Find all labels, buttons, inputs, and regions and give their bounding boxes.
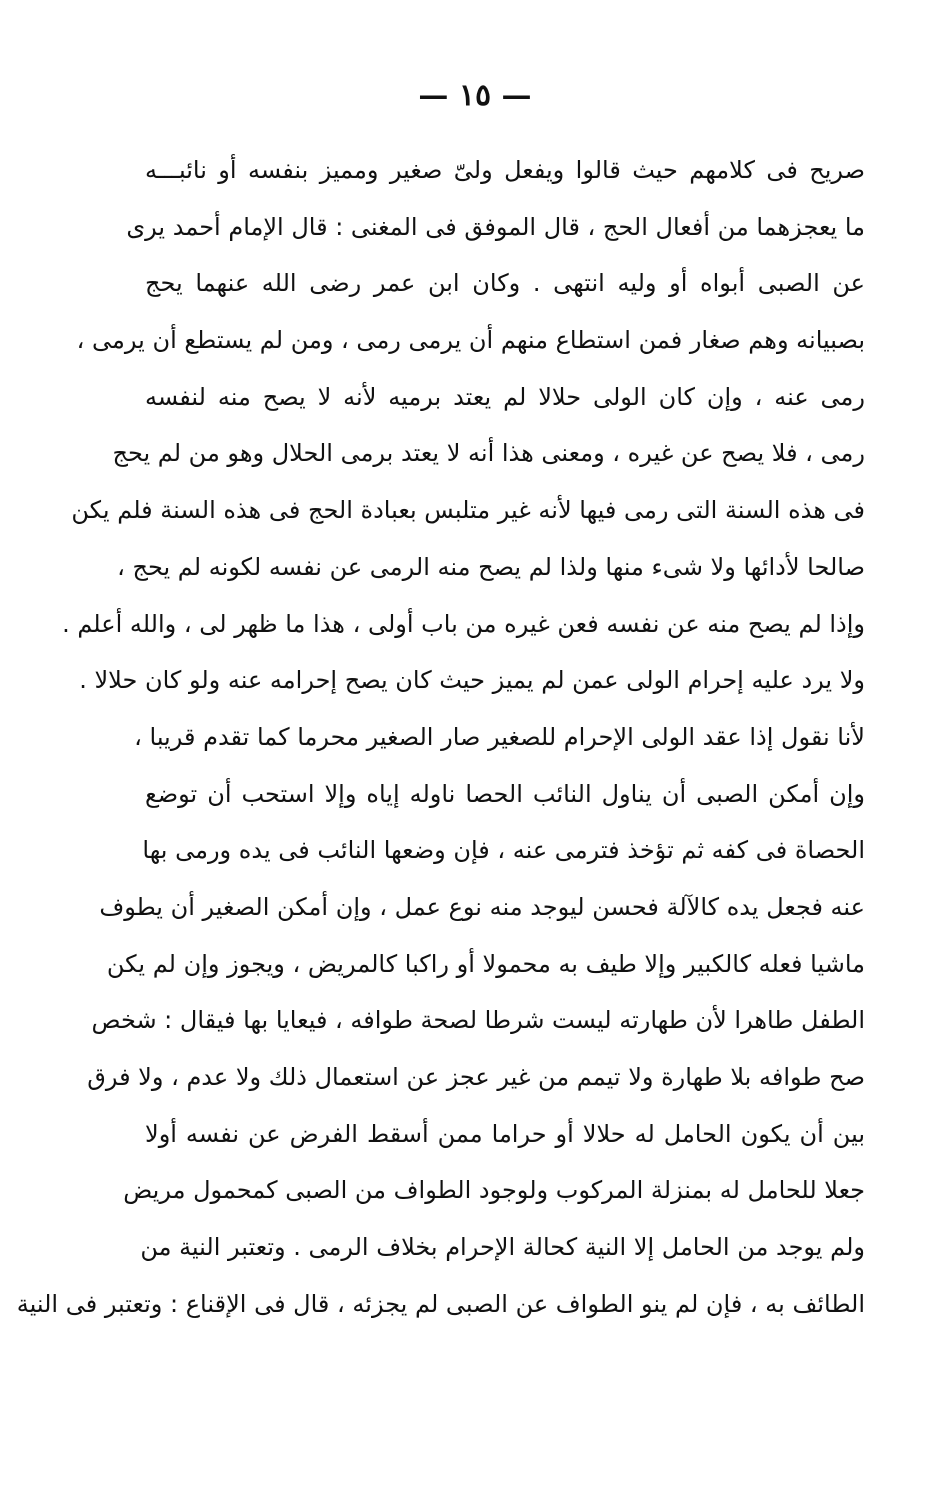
text-line: عنه فجعل يده كالآلة فحسن ليوجد منه نوع عمل ، وإن أمكن الصغير أن يطوف [99, 892, 865, 921]
text-line: صالحا لأدائها ولا شىء منها ولذا لم يصح منه الرمى عن نفسه لكونه لم يحج ، [117, 552, 865, 581]
text-line: الحصاة فى كفه ثم تؤخذ فترمى عنه ، فإن وضعها النائب فى يده ورمى بها [142, 836, 865, 865]
text-line: ولا يرد عليه إحرام الولى عمن لم يميز حيث كان يصح إحرامه عنه ولو كان حلالا . [79, 666, 865, 695]
page-number: — ١٥ — [418, 78, 532, 113]
text-line: رمى عنه ، وإن كان الولى حلالا لم يعتد برميه لأنه لا يصح منه لنفسه [145, 382, 865, 411]
text-line: رمى ، فلا يصح عن غيره ، ومعنى هذا أنه لا يعتد برمى الحلال وهو من لم يحج [112, 439, 865, 468]
text-line: صح طوافه بلا طهارة ولا تيمم من غير عجز عن استعمال ذلك ولا عدم ، ولا فرق [87, 1063, 865, 1091]
text-line: بين أن يكون الحامل له حلالا أو حراما ممن أسقط الفرض عن نفسه أولا [145, 1119, 865, 1148]
text-line: فى هذه السنة التى رمى فيها لأنه غير متلبس بعبادة الحج فى هذه السنة فلم يكن [71, 496, 865, 525]
text-line: الطائف به ، فإن لم ينو الطواف عن الصبى لم يجزئه ، قال فى الإقناع : وتعتبر فى النية [16, 1289, 865, 1318]
body-text [16, 142, 865, 1332]
text-line: عن الصبى أبواه أو وليه انتهى . وكان ابن عمر رضى الله عنهما يحج [145, 269, 865, 298]
text-line: ما يعجزهما من أفعال الحج ، قال الموفق فى المغنى : قال الإمام أحمد يرى [126, 212, 865, 241]
text-line: وإن أمكن الصبى أن يناول النائب الحصا ناوله إياه وإلا استحب أن توضع [145, 779, 865, 808]
text-line: وإذا لم يصح منه عن نفسه فعن غيره من باب أولى ، هذا ما ظهر لى ، والله أعلم . [62, 609, 865, 638]
text-line: بصبيانه وهم صغار فمن استطاع منهم أن يرمى رمى ، ومن لم يستطع أن يرمى ، [76, 326, 865, 355]
text-line: صريح فى كلامهم حيث قالوا ويفعل ولىّ صغير ومميز بنفسه أو نائبـــه [145, 156, 865, 184]
text-line: لأنا نقول إذا عقد الولى الإحرام للصغير صار الصغير محرما كما تقدم قريبا ، [134, 722, 865, 751]
text-line: جعلا للحامل له بمنزلة المركوب ولوجود الطواف من الصبى كمحمول مريض [123, 1176, 865, 1205]
text-line: الطفل طاهرا لأن طهارته ليست شرطا لصحة طوافه ، فيعايا بها فيقال : شخص [91, 1006, 865, 1035]
text-line: ولم يوجد من الحامل إلا النية كحالة الإحرام بخلاف الرمى . وتعتبر النية من [140, 1233, 865, 1262]
text-line: ماشيا فعله كالكبير وإلا طيف به محمولا أو راكبا كالمريض ، ويجوز وإن لم يكن [106, 949, 865, 978]
